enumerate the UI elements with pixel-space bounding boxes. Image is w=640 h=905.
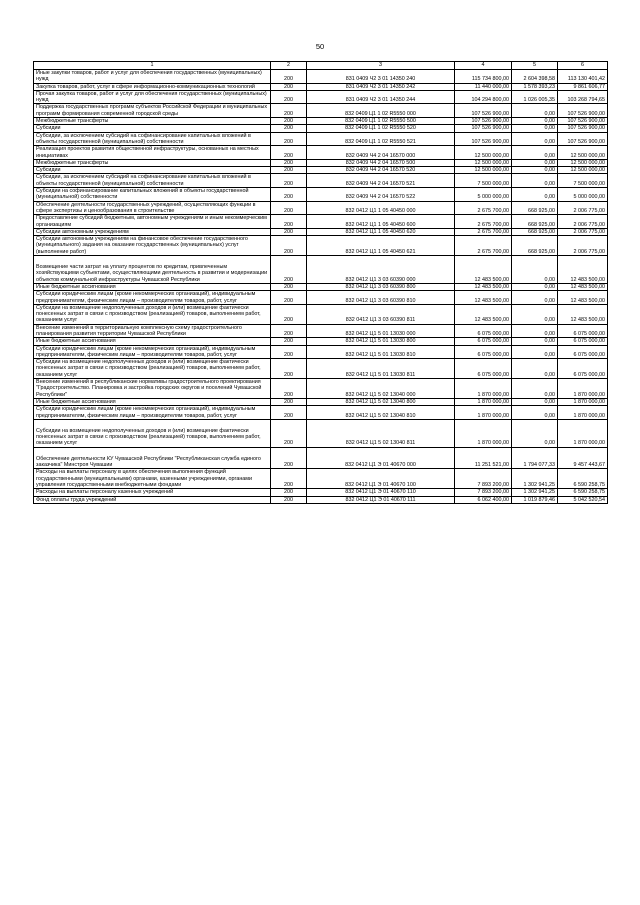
cell-v6: 6 075 000,00 — [558, 359, 608, 379]
cell-v5: 0,00 — [512, 283, 558, 290]
cell-v6: 12 500 000,00 — [558, 146, 608, 160]
table-row — [34, 406, 608, 420]
cell-c2: 200 — [271, 406, 307, 420]
cell-v6: 12 483 500,00 — [558, 291, 608, 305]
cell-c2: 200 — [271, 159, 307, 166]
cell-code: 832 0412 Ц1 1 05 40450 620 — [307, 228, 455, 235]
cell-v5: 0,00 — [512, 104, 558, 118]
cell-v5: 0,00 — [512, 118, 558, 125]
cell-v5: 0,00 — [512, 146, 558, 160]
header-cell: 5 — [512, 62, 558, 70]
cell-name: Субсидии юридическим лицам (кроме некоммерческих организаций), индивидуальным предпринимателям, физическим лицам – производителям товаров, работ, услуг — [34, 406, 271, 420]
header-row — [34, 62, 608, 70]
cell-v4: 12 500 000,00 — [455, 159, 512, 166]
cell-v4: 107 526 900,00 — [455, 104, 512, 118]
cell-name: Субсидии автономным учреждениям на финансовое обеспечение государственного (муниципального) задания на оказание государственных (муниципальных) услуг (выполнение работ) — [34, 236, 271, 256]
cell-name: Субсидии юридическим лицам (кроме некоммерческих организаций), индивидуальным предпринимателям, физическим лицам – производителям товаров, работ, услуг — [34, 345, 271, 359]
cell-name: Обеспечение деятельности КУ Чувашской Республики "Республиканская служба единого заказчика" Минстроя Чувашии — [34, 447, 271, 469]
cell-c2: 200 — [271, 398, 307, 405]
table-row — [34, 104, 608, 118]
cell-name: Фонд оплаты труда учреждений — [34, 496, 271, 503]
table-row — [34, 201, 608, 215]
cell-v5: 1 794 077,33 — [512, 447, 558, 469]
cell-v6: 6 590 258,75 — [558, 489, 608, 496]
cell-code: 832 0412 Ц1 5 01 13030 810 — [307, 345, 455, 359]
cell-v5: 1 019 879,46 — [512, 496, 558, 503]
cell-v6: 7 500 000,00 — [558, 174, 608, 188]
cell-code: 832 0412 Ц1 5 01 13030 811 — [307, 359, 455, 379]
cell-v5: 0,00 — [512, 338, 558, 345]
cell-v4: 115 734 800,00 — [455, 70, 512, 84]
cell-v5: 0,00 — [512, 125, 558, 132]
cell-code: 832 0412 Ц1 Э 01 40670 110 — [307, 489, 455, 496]
cell-code: 832 0409 Ч4 2 04 16570 520 — [307, 167, 455, 174]
cell-c2: 200 — [271, 496, 307, 503]
cell-v4: 1 870 000,00 — [455, 406, 512, 420]
cell-name: Субсидии на софинансирование капитальных вложений в объекты государственной (муниципальной) собственности — [34, 188, 271, 202]
cell-v4: 2 675 700,00 — [455, 201, 512, 215]
cell-code: 832 0412 Ц1 5 02 13040 810 — [307, 406, 455, 420]
cell-v4: 11 251 521,00 — [455, 447, 512, 469]
table-row — [34, 489, 608, 496]
cell-c2: 200 — [271, 104, 307, 118]
cell-v6: 1 870 000,00 — [558, 398, 608, 405]
cell-code: 832 0409 Ц1 1 02 R5550 521 — [307, 132, 455, 146]
cell-v5: 0,00 — [512, 398, 558, 405]
cell-name: Субсидии юридическим лицам (кроме некоммерческих организаций), индивидуальным предпринимателям, физическим лицам – производителям товаров, работ, услуг — [34, 291, 271, 305]
cell-code: 832 0412 Ц1 Э 01 40670 100 — [307, 469, 455, 489]
cell-v5: 0,00 — [512, 324, 558, 338]
cell-code: 832 0412 Ц1 1 05 40450 621 — [307, 236, 455, 256]
cell-v6: 12 483 500,00 — [558, 283, 608, 290]
cell-code: 831 0409 Ч2 3 01 14350 244 — [307, 90, 455, 104]
cell-code: 832 0412 Ц1 1 05 40450 000 — [307, 201, 455, 215]
cell-v5: 0,00 — [512, 304, 558, 324]
cell-v5: 1 026 005,35 — [512, 90, 558, 104]
cell-name: Иные бюджетные ассигнования — [34, 283, 271, 290]
cell-v4: 107 526 900,00 — [455, 125, 512, 132]
cell-name: Субсидии, за исключением субсидий на софинансирование капитальных вложений в объекты государственной (муниципальной) собственности — [34, 132, 271, 146]
cell-c2: 200 — [271, 90, 307, 104]
cell-v5: 1 302 941,25 — [512, 489, 558, 496]
header-cell: 3 — [307, 62, 455, 70]
cell-code: 832 0412 Ц1 3 03 60390 000 — [307, 256, 455, 284]
cell-code: 832 0409 Ц1 1 02 R5550 000 — [307, 104, 455, 118]
cell-v4: 1 870 000,00 — [455, 379, 512, 399]
cell-v5: 0,00 — [512, 174, 558, 188]
cell-v6: 2 006 775,00 — [558, 228, 608, 235]
cell-v6: 6 075 000,00 — [558, 324, 608, 338]
cell-v5: 668 925,00 — [512, 201, 558, 215]
cell-v4: 6 075 000,00 — [455, 345, 512, 359]
cell-v5: 2 604 398,58 — [512, 70, 558, 84]
cell-code: 832 0409 Ч4 2 04 16570 521 — [307, 174, 455, 188]
cell-v4: 7 893 200,00 — [455, 489, 512, 496]
cell-v5: 0,00 — [512, 167, 558, 174]
cell-v4: 107 526 900,00 — [455, 118, 512, 125]
cell-code: 831 0409 Ч2 3 01 14350 240 — [307, 70, 455, 84]
cell-v5: 0,00 — [512, 406, 558, 420]
cell-c2: 200 — [271, 215, 307, 229]
cell-code: 832 0412 Ц1 Э 01 40670 000 — [307, 447, 455, 469]
cell-c2: 200 — [271, 447, 307, 469]
cell-v6: 12 500 000,00 — [558, 159, 608, 166]
cell-v6: 103 268 794,65 — [558, 90, 608, 104]
header-cell: 4 — [455, 62, 512, 70]
cell-c2: 200 — [271, 132, 307, 146]
table-row — [34, 215, 608, 229]
cell-c2: 200 — [271, 188, 307, 202]
header-cell: 6 — [558, 62, 608, 70]
cell-c2: 200 — [271, 304, 307, 324]
cell-v6: 107 526 900,00 — [558, 118, 608, 125]
cell-v5: 668 925,00 — [512, 228, 558, 235]
cell-v4: 12 500 000,00 — [455, 167, 512, 174]
cell-v6: 1 870 000,00 — [558, 379, 608, 399]
cell-code: 832 0409 Ч4 2 04 16570 000 — [307, 146, 455, 160]
cell-v5: 0,00 — [512, 132, 558, 146]
cell-v6: 12 483 500,00 — [558, 304, 608, 324]
cell-v6: 107 526 900,00 — [558, 104, 608, 118]
header-cell: 2 — [271, 62, 307, 70]
cell-v6: 107 526 900,00 — [558, 132, 608, 146]
cell-code: 832 0412 Ц1 1 05 40450 600 — [307, 215, 455, 229]
table-row — [34, 283, 608, 290]
cell-v6: 1 870 000,00 — [558, 406, 608, 420]
cell-v4: 12 483 500,00 — [455, 304, 512, 324]
table-row — [34, 167, 608, 174]
cell-v5: 1 302 941,25 — [512, 469, 558, 489]
budget-table — [33, 61, 608, 504]
cell-v6: 6 075 000,00 — [558, 338, 608, 345]
table-row — [34, 304, 608, 324]
cell-name: Субсидии автономным учреждениям — [34, 228, 271, 235]
table-row — [34, 228, 608, 235]
cell-code: 832 0412 Ц1 3 03 60390 811 — [307, 304, 455, 324]
cell-v4: 6 075 000,00 — [455, 359, 512, 379]
cell-c2: 200 — [271, 324, 307, 338]
cell-name: Субсидии — [34, 125, 271, 132]
table-row — [34, 159, 608, 166]
cell-c2: 200 — [271, 469, 307, 489]
cell-v4: 2 675 700,00 — [455, 236, 512, 256]
table-row — [34, 419, 608, 447]
table-row — [34, 132, 608, 146]
cell-v4: 5 000 000,00 — [455, 188, 512, 202]
cell-v6: 2 006 775,00 — [558, 236, 608, 256]
cell-name: Межбюджетные трансферты — [34, 118, 271, 125]
cell-name: Возмещение части затрат на уплату процентов по кредитам, привлеченным хозяйствующими субъектами, осуществляющими деятельность в развитии и модернизации объектов коммунальной инфраструктуры Чувашской Республики — [34, 256, 271, 284]
cell-v5: 0,00 — [512, 345, 558, 359]
cell-c2: 200 — [271, 201, 307, 215]
cell-name: Закупка товаров, работ, услуг в сфере информационно-коммуникационных технологий — [34, 83, 271, 90]
cell-v4: 7 893 200,00 — [455, 469, 512, 489]
cell-c2: 200 — [271, 167, 307, 174]
cell-v4: 104 294 800,00 — [455, 90, 512, 104]
cell-v4: 2 675 700,00 — [455, 228, 512, 235]
cell-name: Расходы на выплаты персоналу казенных учреждений — [34, 489, 271, 496]
cell-c2: 200 — [271, 118, 307, 125]
cell-code: 832 0412 Ц1 3 03 60390 810 — [307, 291, 455, 305]
cell-v6: 107 526 900,00 — [558, 125, 608, 132]
cell-name: Иные бюджетные ассигнования — [34, 338, 271, 345]
cell-code: 832 0412 Ц1 5 01 13030 800 — [307, 338, 455, 345]
cell-name: Иные закупки товаров, работ и услуг для обеспечения государственных (муниципальных) нужд — [34, 70, 271, 84]
cell-name: Субсидии — [34, 167, 271, 174]
table-body — [34, 70, 608, 504]
cell-c2: 200 — [271, 228, 307, 235]
table-row — [34, 324, 608, 338]
cell-c2: 200 — [271, 125, 307, 132]
cell-code: 832 0412 Ц1 3 03 60390 800 — [307, 283, 455, 290]
cell-v4: 12 483 500,00 — [455, 283, 512, 290]
table-row — [34, 359, 608, 379]
cell-name: Прочая закупка товаров, работ и услуг для обеспечения государственных (муниципальных) нужд — [34, 90, 271, 104]
cell-c2: 200 — [271, 83, 307, 90]
cell-v4: 6 075 000,00 — [455, 338, 512, 345]
cell-v4: 6 062 400,00 — [455, 496, 512, 503]
cell-name: Предоставление субсидий бюджетным, автономным учреждениям и иным некоммерческим организациям — [34, 215, 271, 229]
cell-name: Реализация проектов развития общественной инфраструктуры, основанных на местных инициативах — [34, 146, 271, 160]
cell-v5: 0,00 — [512, 359, 558, 379]
cell-name: Иные бюджетные ассигнования — [34, 398, 271, 405]
table-row — [34, 256, 608, 284]
table-row — [34, 118, 608, 125]
cell-c2: 200 — [271, 291, 307, 305]
cell-c2: 200 — [271, 359, 307, 379]
cell-v4: 12 500 000,00 — [455, 146, 512, 160]
cell-code: 832 0412 Ц1 Э 01 40670 111 — [307, 496, 455, 503]
cell-v6: 2 006 775,00 — [558, 201, 608, 215]
cell-v5: 0,00 — [512, 379, 558, 399]
cell-v6: 2 006 775,00 — [558, 215, 608, 229]
cell-c2: 200 — [271, 236, 307, 256]
cell-c2: 200 — [271, 174, 307, 188]
cell-c2: 200 — [271, 146, 307, 160]
table-row — [34, 379, 608, 399]
cell-name: Межбюджетные трансферты — [34, 159, 271, 166]
table-row — [34, 345, 608, 359]
cell-c2: 200 — [271, 419, 307, 447]
cell-code: 832 0412 Ц1 5 02 13040 800 — [307, 398, 455, 405]
cell-code: 832 0409 Ц1 1 02 R5550 500 — [307, 118, 455, 125]
cell-c2: 200 — [271, 70, 307, 84]
cell-v4: 1 870 000,00 — [455, 398, 512, 405]
cell-code: 832 0412 Ц1 5 02 13040 000 — [307, 379, 455, 399]
cell-v4: 11 440 000,00 — [455, 83, 512, 90]
cell-name: Обеспечение деятельности государственных учреждений, осуществляющих функции в сфере экспертизы и ценообразования в строительстве — [34, 201, 271, 215]
cell-v5: 0,00 — [512, 291, 558, 305]
cell-v4: 6 075 000,00 — [455, 324, 512, 338]
table-row — [34, 236, 608, 256]
cell-v4: 1 870 000,00 — [455, 419, 512, 447]
cell-c2: 200 — [271, 256, 307, 284]
cell-v5: 668 925,00 — [512, 236, 558, 256]
cell-v6: 9 861 606,77 — [558, 83, 608, 90]
table-row — [34, 469, 608, 489]
cell-name: Субсидии, за исключением субсидий на софинансирование капитальных вложений в объекты государственной (муниципальной) собственности — [34, 174, 271, 188]
cell-v6: 12 500 000,00 — [558, 167, 608, 174]
page-number: 50 — [315, 42, 325, 51]
cell-code: 832 0409 Ч4 2 04 16570 500 — [307, 159, 455, 166]
table-row — [34, 291, 608, 305]
cell-name: Субсидии на возмещение недополученных доходов и (или) возмещение фактически понесенных затрат в связи с производством (реализацией) товаров, выполнением работ, оказанием услуг — [34, 359, 271, 379]
cell-name: Внесение изменений в республиканские нормативы градостроительного проектирования "Градостроительство. Планировка и застройка городских округов и поселений Чувашской Республики" — [34, 379, 271, 399]
table-row — [34, 125, 608, 132]
cell-code: 831 0409 Ч2 3 01 14350 242 — [307, 83, 455, 90]
cell-v4: 7 500 000,00 — [455, 174, 512, 188]
table-row — [34, 496, 608, 503]
table-row — [34, 90, 608, 104]
table-row — [34, 188, 608, 202]
cell-v5: 0,00 — [512, 188, 558, 202]
cell-c2: 200 — [271, 345, 307, 359]
cell-v6: 113 130 401,42 — [558, 70, 608, 84]
cell-code: 832 0409 Ц1 1 02 R5550 520 — [307, 125, 455, 132]
cell-v4: 12 483 500,00 — [455, 256, 512, 284]
budget-table-container — [33, 61, 607, 504]
table-row — [34, 146, 608, 160]
cell-code: 832 0409 Ч4 2 04 16570 522 — [307, 188, 455, 202]
cell-v5: 0,00 — [512, 419, 558, 447]
cell-c2: 200 — [271, 338, 307, 345]
table-row — [34, 447, 608, 469]
cell-v4: 107 526 900,00 — [455, 132, 512, 146]
cell-name: Субсидии на возмещение недополученных доходов и (или) возмещение фактически понесенных затрат в связи с производством (реализацией) товаров, выполнением работ, оказанием услуг — [34, 419, 271, 447]
cell-v6: 6 075 000,00 — [558, 345, 608, 359]
table-row — [34, 83, 608, 90]
cell-c2: 200 — [271, 283, 307, 290]
cell-v6: 5 000 000,00 — [558, 188, 608, 202]
cell-v4: 2 675 700,00 — [455, 215, 512, 229]
cell-v5: 0,00 — [512, 256, 558, 284]
cell-c2: 200 — [271, 379, 307, 399]
cell-v5: 668 925,00 — [512, 215, 558, 229]
cell-code: 832 0412 Ц1 5 02 13040 811 — [307, 419, 455, 447]
cell-v4: 12 483 500,00 — [455, 291, 512, 305]
header-cell: 1 — [34, 62, 271, 70]
cell-code: 832 0412 Ц1 5 01 13030 000 — [307, 324, 455, 338]
table-row — [34, 398, 608, 405]
table-row — [34, 338, 608, 345]
cell-v6: 5 042 520,54 — [558, 496, 608, 503]
cell-name: Внесение изменений в территориальную комплексную схему градостроительного планирования развития территории Чувашской Республики — [34, 324, 271, 338]
cell-name: Субсидии на возмещение недополученных доходов и (или) возмещение фактически понесенных затрат в связи с производством (реализацией) товаров, выполнением работ, оказанием услуг — [34, 304, 271, 324]
cell-name: Поддержка государственных программ субъектов Российской Федерации и муниципальных программ формирования современной городской среды — [34, 104, 271, 118]
cell-v6: 9 457 443,67 — [558, 447, 608, 469]
cell-v6: 1 870 000,00 — [558, 419, 608, 447]
table-row — [34, 70, 608, 84]
cell-v6: 6 590 258,75 — [558, 469, 608, 489]
cell-v6: 12 483 500,00 — [558, 256, 608, 284]
cell-name: Расходы на выплаты персоналу в целях обеспечения выполнения функций государственными (муниципальными) органами, казенными учреждениями, органами управления государственными внебюджетными фондами — [34, 469, 271, 489]
table-row — [34, 174, 608, 188]
cell-c2: 200 — [271, 489, 307, 496]
cell-v5: 1 578 393,23 — [512, 83, 558, 90]
cell-v5: 0,00 — [512, 159, 558, 166]
